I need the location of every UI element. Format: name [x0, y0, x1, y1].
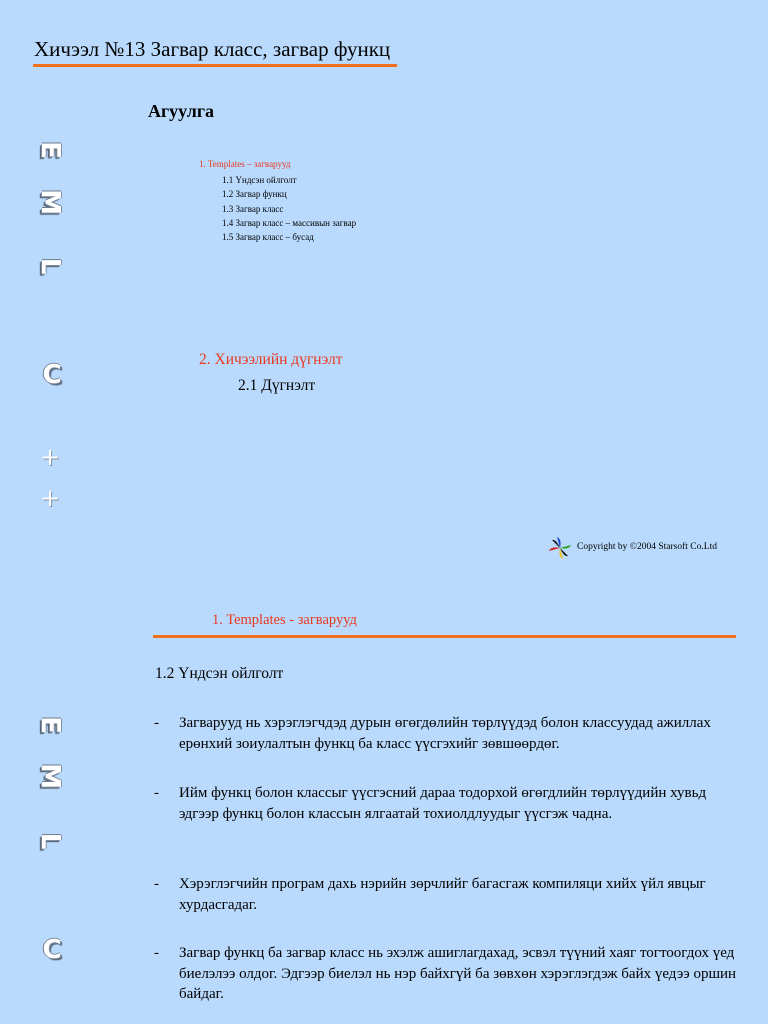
toc-section-2-item: 2.1 Дүгнэлт: [238, 377, 316, 394]
side-letter-m: M: [35, 763, 65, 789]
section-title: 1. Templates - загварууд: [212, 612, 357, 628]
title-underline: [33, 64, 397, 67]
bullet-item: [154, 943, 744, 1005]
side-letter-l: L: [35, 257, 65, 275]
side-letter-e: E: [35, 141, 65, 159]
bullet-text: Хэрэглэгчийн програм дахь нэрийн зөрчлийг багасгаж компиляци хийх үйл явцыг хурдасгадаг.: [179, 876, 706, 913]
section-underline: [153, 635, 736, 638]
toc-item: 1.3 Загвар класс: [222, 204, 284, 214]
side-plus-2: +: [39, 484, 61, 512]
side-letter-c: C: [42, 360, 62, 390]
toc-item: 1.1 Үндсэн ойлголт: [222, 175, 297, 185]
toc-section-1: 1. Templates – загварууд: [199, 159, 291, 169]
toc-item: 1.4 Загвар класс – массивын загвар: [222, 218, 357, 228]
toc-item: 1.2 Загвар функц: [222, 189, 287, 199]
side-letter-m: M: [35, 189, 65, 215]
side-letter-e: E: [35, 716, 65, 734]
bullet-text: Загвар функц ба загвар класс нь эхэлж ашиглагдахад, эсвэл түүний хаяг тогтоогдох үед биелэлээ олдог. Эдгээр биелэл нь нэр байхгүй ба зөвхөн хэрэглэгдэж байх үедээ оршин байдаг.: [179, 945, 737, 1002]
slide-title: Хичээл №13 Загвар класс, загвар функц: [34, 37, 391, 61]
bullet-text: Загварууд нь хэрэглэгчдэд дурын өгөгдөлийн төрлүүдэд болон классуудад ажиллах ерөнхий зоиулалтын функц ба класс үүсгэхийг зөвшөөрдөг.: [179, 715, 711, 752]
copyright-text: Copyright by ©2004 Starsoft Co.Ltd: [577, 542, 717, 552]
bullet-item: [154, 874, 744, 915]
subheading: 1.2 Үндсэн ойлголт: [155, 665, 284, 682]
bullet-text: Ийм функц болон классыг үүсгэсний дараа тодорхой өгөгдлийн төрлүүдийн хувьд эдгээр функц болон классын ялгаатай тохиолдлуудыг үүсгэж чадна.: [179, 785, 707, 822]
bullet-item: [154, 783, 744, 824]
side-letter-l: L: [35, 832, 65, 850]
side-plus-1: +: [39, 443, 61, 471]
bullet-dash: -: [154, 715, 159, 731]
toc-item: 1.5 Загвар класс – бусад: [222, 232, 314, 242]
bullet-dash: -: [154, 876, 159, 892]
starsoft-logo-icon: [548, 536, 572, 560]
contents-heading: Агуулга: [148, 101, 214, 121]
toc-section-2: 2. Хичээлийн дүгнэлт: [199, 351, 343, 368]
bullet-dash: -: [154, 945, 159, 961]
bullet-item: [154, 713, 744, 754]
bullet-dash: -: [154, 785, 159, 801]
side-letter-c: C: [42, 935, 62, 965]
